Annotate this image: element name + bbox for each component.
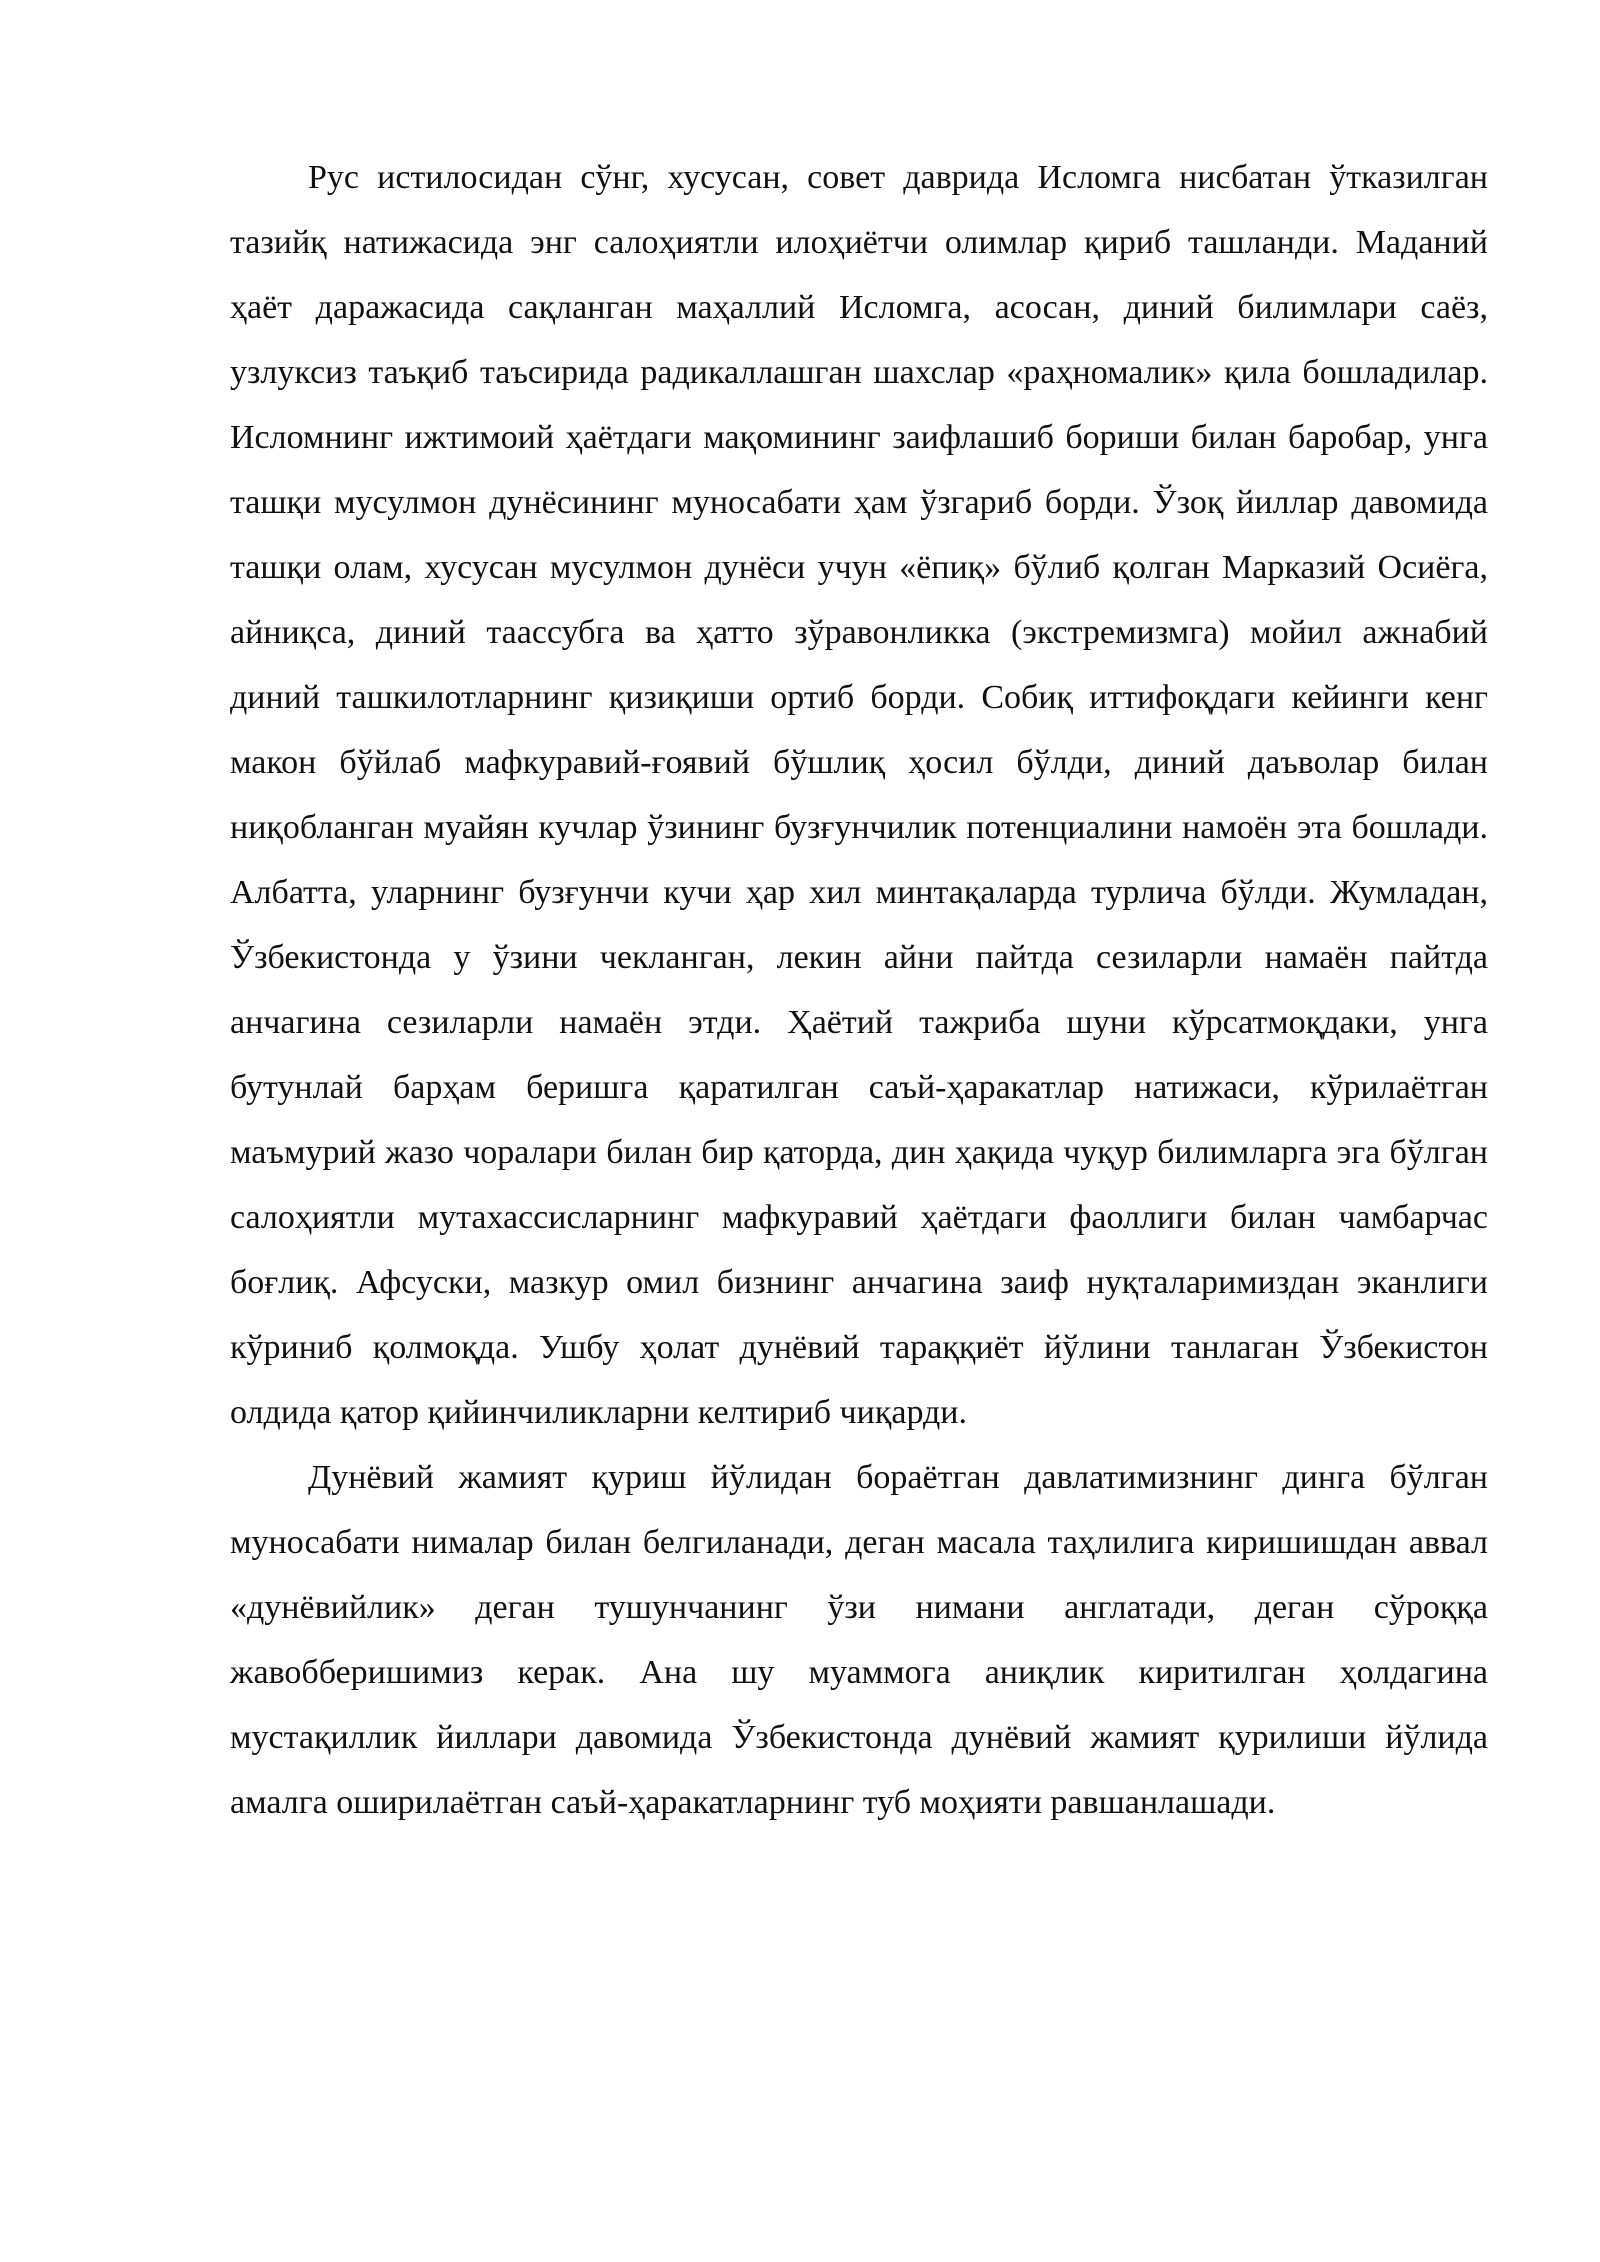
paragraph-2: Дунёвий жамият қуриш йўлидан бораётган давлатимизнинг динга бўлган муносабати нималар билан белгиланади, деган масала таҳлилига киришишдан аввал «дунёвийлик» деган тушунчанинг ўзи нимани англатади, деган сўроққа жавобберишимиз керак. Ана шу муаммога аниқлик киритилган ҳолдагина мустақиллик йиллари давомида Ўзбекистонда дунёвий жамият қурилиши йўлида амалга оширилаётган саъй-ҳаракатларнинг туб моҳияти равшанлашади. (230, 1459, 1488, 1821)
document-body (230, 145, 1488, 1835)
paragraph-1: Рус истилосидан сўнг, хусусан, совет даврида Исломга нисбатан ўтказилган тазийқ натижасида энг салоҳиятли илоҳиётчи олимлар қириб ташланди. Маданий ҳаёт даражасида сақланган маҳаллий Исломга, асосан, диний билимлари саёз, узлуксиз таъқиб таъсирида радикаллашган шахслар «раҳномалик» қила бошладилар. Исломнинг ижтимоий ҳаётдаги мақомининг заифлашиб бориши билан баробар, унга ташқи мусулмон дунёсининг муносабати ҳам ўзгариб борди. Ўзоқ йиллар давомида ташқи олам, хусусан мусулмон дунёси учун «ёпиқ» бўлиб қолган Марказий Осиёга, айниқса, диний таассубга ва ҳатто зўравонликка (экстремизмга) мойил ажнабий диний ташкилотларнинг қизиқиши ортиб борди. Собиқ иттифоқдаги кейинги кенг макон бўйлаб мафкуравий-ғоявий бўшлиқ ҳосил бўлди, диний даъволар билан ниқобланган муайян кучлар ўзининг бузғунчилик потенциалини намоён эта бошлади. Албатта, уларнинг бузғунчи кучи ҳар хил минтақаларда турлича бўлди. Жумладан, Ўзбекистонда у ўзини чекланган, лекин айни пайтда сезиларли намаён пайтда анчагина сезиларли намаён этди. Ҳаётий тажриба шуни кўрсатмоқдаки, унга бутунлай барҳам беришга қаратилган саъй-ҳаракатлар натижаси, кўрилаётган маъмурий жазо чоралари билан бир қаторда, дин ҳақида чуқур билимларга эга бўлган салоҳиятли мутахассисларнинг мафкуравий ҳаётдаги фаоллиги билан чамбарчас боғлиқ. Афсуски, мазкур омил бизнинг анчагина заиф нуқталаримиздан эканлиги кўриниб қолмоқда. Ушбу ҳолат дунёвий тараққиёт йўлини танлаган Ўзбекистон олдида қатор қийинчиликларни келтириб чиқарди. (230, 159, 1488, 1431)
